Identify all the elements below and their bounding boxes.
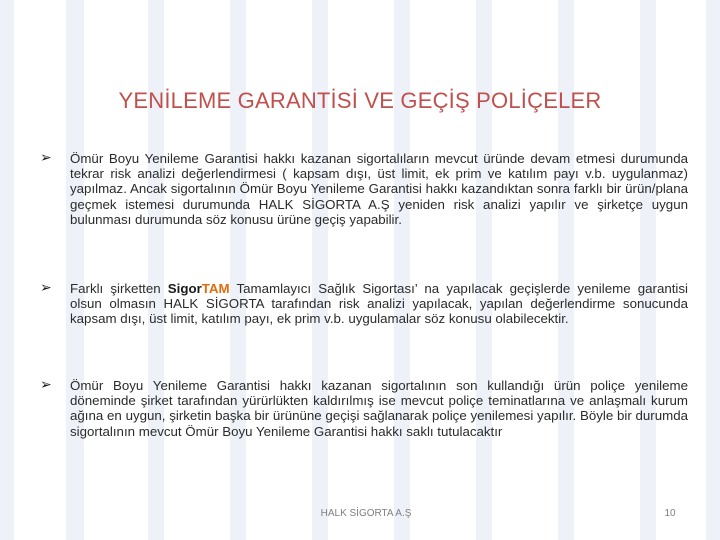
arrow-bullet-icon: ➢ — [40, 280, 52, 296]
bullet-text: Ömür Boyu Yenileme Garantisi hakkı kazanan sigortalının son kullandığı ürün poliçe yenileme döneminde şirket tarafından yürürlükten kaldırılmış ise mevcut poliçe teminatlarına ve anlaşmalı kurum ağına en uygun, şirketin başka bir ürününe geçişi sağlanarak poliçe yenilemesi yapılır. Böyle bir durumda sigortalının mevcut Ömür Boyu Yenileme Garantisi hakkı saklı tutulacaktır — [70, 378, 688, 439]
page-number: 10 — [664, 508, 676, 519]
footer-company: HALK SİGORTA A.Ş — [320, 508, 412, 519]
bullet-item — [40, 151, 688, 227]
brand-name-accent: TAM — [201, 281, 230, 296]
arrow-bullet-icon: ➢ — [40, 150, 52, 166]
bullet-text: Ömür Boyu Yenileme Garantisi hakkı kazanan sigortalıların mevcut üründe devam etmesi durumunda tekrar risk analizi değerlendirmesi ( kapsam dışı, üst limit, ek prim ve katılım payı v.b. uygulanmaz) yapılmaz. Ancak sigortalının Ömür Boyu Yenileme Garantisi hakkı kazandıktan sonra farklı bir ürün/plana geçmek istemesi durumunda HALK SİGORTA A.Ş yeniden risk analizi yapılır ve şirketçe uygun bulunması durumunda söz konusu ürüne geçiş yapabilir. — [70, 151, 688, 227]
bullet-item — [40, 281, 688, 327]
bullet-text — [70, 281, 688, 327]
brand-name-main: Sigor — [167, 281, 202, 296]
arrow-bullet-icon: ➢ — [40, 377, 52, 393]
bullet-text-after: Tamamlayıcı Sağlık Sigortası’ na yapılacak geçişlerde yenileme garantisi olsun olmasın HALK SİGORTA tarafından risk analizi yapılacak, yapılan değerlendirme sonucunda kapsam dışı, üst limit, katılım payı, ek prim v.b. uygulamalar söz konusu olabilecektir. — [70, 281, 688, 327]
slide-title: YENİLEME GARANTİSİ VE GEÇİŞ POLİÇELER — [118, 88, 602, 113]
bullet-text-before: Farklı şirketten — [70, 281, 168, 296]
bullet-item — [40, 378, 688, 439]
